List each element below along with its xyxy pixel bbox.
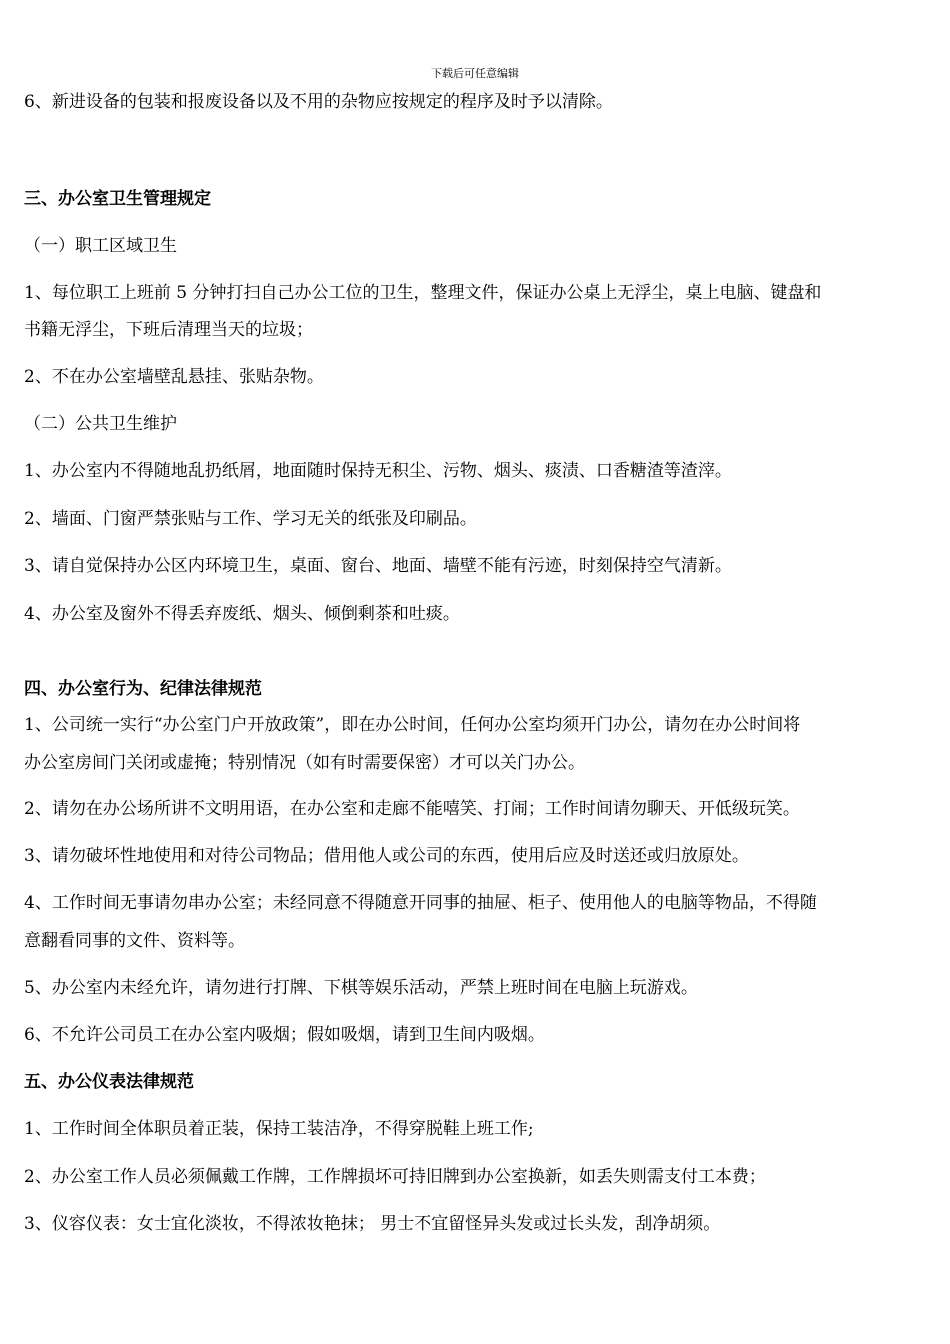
- section-heading-5: 五、办公仪表法律规范: [24, 1072, 194, 1092]
- section-heading-4: 四、办公室行为、纪律法律规范: [24, 679, 262, 699]
- paragraph-line: 1、办公室内不得随地乱扔纸屑，地面随时保持无积尘、污物、烟头、痰渍、口香糖渣等渣滓。: [24, 461, 732, 481]
- paragraph-line: 3、仪容仪表：女士宜化淡妆，不得浓妆艳抹； 男士不宜留怪异头发或过长头发，刮净胡须。: [24, 1214, 721, 1234]
- paragraph-line: 意翻看同事的文件、资料等。: [24, 931, 245, 951]
- section-heading-3: 三、办公室卫生管理规定: [24, 189, 211, 209]
- paragraph-line: 2、办公室工作人员必须佩戴工作牌，工作牌损坏可持旧牌到办公室换新，如丢失则需支付工本费；: [24, 1167, 766, 1187]
- paragraph-line: 1、工作时间全体职员着正装，保持工装洁净，不得穿脱鞋上班工作;: [24, 1119, 534, 1139]
- paragraph-line: 3、请勿破坏性地使用和对待公司物品；借用他人或公司的东西，使用后应及时送还或归放原处。: [24, 846, 749, 866]
- subsection-heading: （二）公共卫生维护: [24, 414, 177, 434]
- paragraph-line: 4、工作时间无事请勿串办公室；未经同意不得随意开同事的抽屉、柜子、使用他人的电脑等物品，不得随: [24, 893, 817, 913]
- paragraph-line: 5、办公室内未经允许，请勿进行打牌、下棋等娱乐活动，严禁上班时间在电脑上玩游戏。: [24, 978, 698, 998]
- paragraph-line: 3、请自觉保持办公区内环境卫生，桌面、窗台、地面、墙壁不能有污迹，时刻保持空气清新。: [24, 556, 732, 576]
- paragraph-line: 办公室房间门关闭或虚掩；特别情况（如有时需要保密）才可以关门办公。: [24, 753, 585, 773]
- paragraph-line: 1、公司统一实行“办公室门户开放政策”，即在办公时间，任何办公室均须开门办公，请勿在办公时间将: [24, 715, 801, 735]
- paragraph-line: 6、不允许公司员工在办公室内吸烟；假如吸烟，请到卫生间内吸烟。: [24, 1025, 545, 1045]
- paragraph-line: 1、每位职工上班前 5 分钟打扫自己办公工位的卫生，整理文件，保证办公桌上无浮尘，桌上电脑、键盘和: [24, 283, 822, 303]
- paragraph-line: 6、新进设备的包装和报废设备以及不用的杂物应按规定的程序及时予以清除。: [24, 92, 613, 112]
- paragraph-line: 2、不在办公室墙壁乱悬挂、张贴杂物。: [24, 367, 324, 387]
- paragraph-line: 书籍无浮尘，下班后清理当天的垃圾；: [24, 320, 313, 340]
- subsection-heading: （一）职工区域卫生: [24, 236, 177, 256]
- paragraph-line: 2、墙面、门窗严禁张贴与工作、学习无关的纸张及印刷品。: [24, 509, 477, 529]
- paragraph-line: 2、请勿在办公场所讲不文明用语，在办公室和走廊不能嘻笑、打闹；工作时间请勿聊天、开低级玩笑。: [24, 799, 800, 819]
- paragraph-line: 4、办公室及窗外不得丢弃废纸、烟头、倾倒剩茶和吐痰。: [24, 604, 460, 624]
- header-note: 下载后可任意编辑: [431, 67, 519, 80]
